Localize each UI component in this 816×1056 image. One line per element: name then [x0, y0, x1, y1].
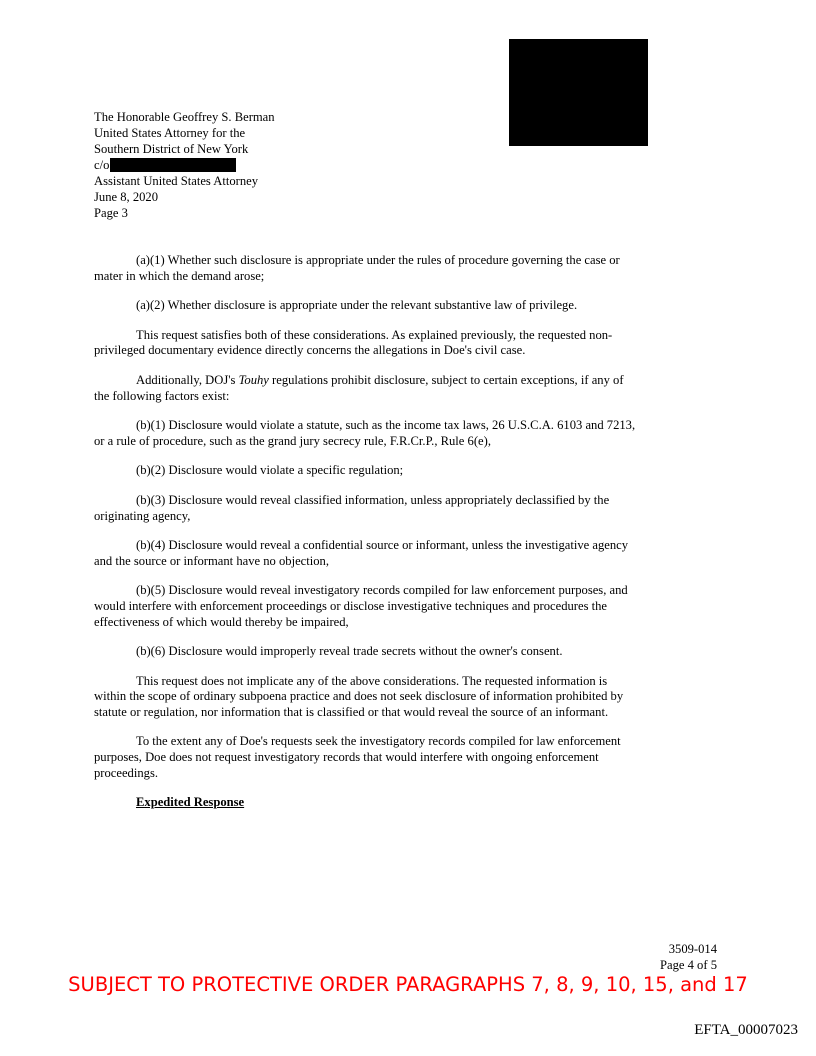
redaction-block-top [509, 39, 648, 146]
paragraph-a2: (a)(2) Whether disclosure is appropriate under the relevant substantive law of privilege. [136, 298, 578, 313]
care-of-prefix: c/o [94, 158, 110, 172]
care-of-line [94, 157, 275, 173]
paragraph-investigatory: To the extent any of Doe's requests seek the investigatory records compiled for law enforcement purposes, Doe does not request investigatory records that would interfere with ongoing enforcement proceedings. [94, 734, 621, 780]
paragraph-touhy [94, 373, 639, 404]
paragraph-a1: (a)(1) Whether such disclosure is appropriate under the rules of procedure governing the case or mater in which the demand arose; [94, 253, 620, 283]
assistant-title: Assistant United States Attorney [94, 174, 259, 188]
paragraph-no-implication: This request does not implicate any of the above considerations. The requested information is within the scope of ordinary subpoena practice and does not seek disclosure of information prohibited by statute or regulation, nor information that is classified or that would reveal the source of an informant. [94, 673, 624, 719]
header-page-label: Page 3 [94, 206, 128, 220]
recipient-name: The Honorable Geoffrey S. Berman [94, 110, 275, 124]
paragraph-b6: (b)(6) Disclosure would improperly reveal trade secrets without the owner's consent. [136, 644, 563, 659]
touhy-text-before: Additionally, DOJ's [136, 372, 239, 387]
recipient-district: Southern District of New York [94, 142, 249, 156]
paragraph-satisfies: This request satisfies both of these considerations. As explained previously, the requested non-privileged documentary evidence directly concerns the allegations in Doe's civil case. [94, 327, 613, 358]
paragraph-b5: (b)(5) Disclosure would reveal investigatory records compiled for law enforcement purposes, and would interfere with enforcement proceedings or disclose investigative techniques and procedures the effectiveness of which would thereby be impaired, [94, 583, 628, 629]
paragraph-b4: (b)(4) Disclosure would reveal a confidential source or informant, unless the investigative agency and the source or informant have no objection, [94, 538, 629, 568]
document-number: 3509-014 [668, 942, 717, 956]
letter-header [94, 109, 275, 221]
touhy-text-after: regulations prohibit disclosure, subject to certain exceptions, if any of the following factors exist: [94, 372, 624, 403]
protective-order-notice: SUBJECT TO PROTECTIVE ORDER PARAGRAPHS 7, 8, 9, 10, 15, and 17 [68, 973, 748, 996]
paragraph-b2: (b)(2) Disclosure would violate a specific regulation; [136, 463, 404, 478]
letter-body [94, 253, 639, 811]
section-heading-expedited: Expedited Response [136, 795, 245, 810]
paragraph-b1: (b)(1) Disclosure would violate a statute, such as the income tax laws, 26 U.S.C.A. 6103 and 7213, or a rule of procedure, such as the grand jury secrecy rule, F.R.Cr.P., Rule 6(e), [94, 418, 636, 448]
letter-date: June 8, 2020 [94, 190, 159, 204]
touhy-italic: Touhy [238, 372, 269, 387]
footer-reference [660, 942, 717, 973]
page-of-label: Page 4 of 5 [659, 957, 717, 972]
bates-number: EFTA_00007023 [694, 1022, 798, 1038]
paragraph-b3: (b)(3) Disclosure would reveal classified information, unless appropriately declassified by the originating agency, [94, 492, 610, 523]
recipient-title: United States Attorney for the [94, 126, 246, 140]
redaction-inline-name [110, 158, 236, 172]
